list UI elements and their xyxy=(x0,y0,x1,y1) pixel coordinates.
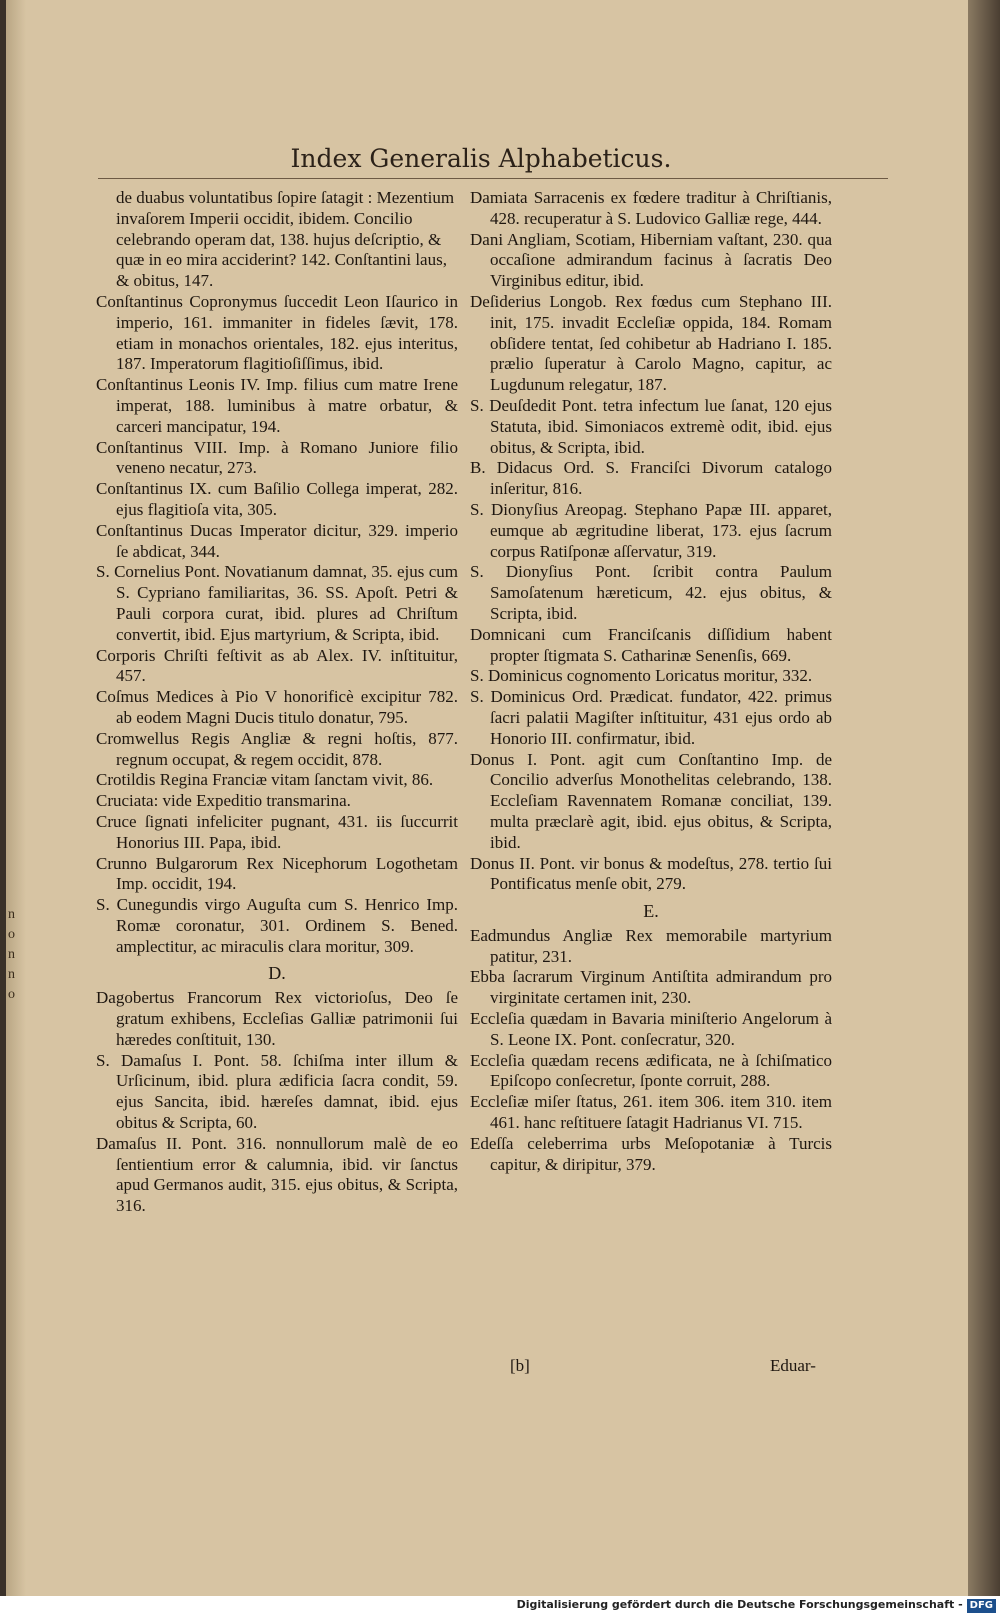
index-entry: Corporis Chriſti feſtivit as ab Alex. IV. inſtituitur, 457. xyxy=(96,645,458,686)
index-entry: Donus II. Pont. vir bonus & modeſtus, 278. tertio ſui Pontificatus menſe obit, 279. xyxy=(470,853,832,894)
index-entry: S. Cornelius Pont. Novatianum damnat, 35. ejus cum S. Cypriano familiaritas, 36. SS. Apoſt. Petri & Pauli corpora curat, ibid. plures ad Chriſtum convertit, ibid. Ejus martyrium, & Scripta, ibid. xyxy=(96,562,458,644)
index-entry: Conſtantinus Leonis IV. Imp. filius cum matre Irene imperat, 188. luminibus à matre orbatur, & carceri mancipatur, 194. xyxy=(96,375,458,436)
header-rule xyxy=(98,178,888,179)
index-entry: Dagobertus Francorum Rex victorioſus, Deo ſe gratum exhibens, Eccleſias Galliæ patrimonii ſui hæredes conſtituit, 130. xyxy=(96,988,458,1049)
index-entry: S. Cunegundis virgo Auguſta cum S. Henrico Imp. Romæ coronatur, 301. Ordinem S. Bened. amplectitur, ac miraculis clara moritur, 309. xyxy=(96,895,458,956)
index-entry: Eccleſiæ miſer ſtatus, 261. item 306. item 310. item 461. hanc reſtituere ſatagit Hadrianus VI. 715. xyxy=(470,1092,832,1133)
margin-fragment: o xyxy=(8,927,15,942)
index-entry: S. Dominicus Ord. Prædicat. fundator, 422. primus ſacri palatii Magiſter inſtituitur, 431 ejus ordo ab Honorio III. confirmatur, ibid. xyxy=(470,687,832,748)
margin-fragment: n xyxy=(8,967,15,982)
index-entry: Conſtantinus VIII. Imp. à Romano Juniore filio veneno necatur, 273. xyxy=(96,437,458,478)
margin-fragments xyxy=(8,905,15,1005)
index-entry: Damaſus II. Pont. 316. nonnullorum malè de eo ſentientium error & calumnia, ibid. vir ſanctus apud Germanos audit, 315. ejus obitus, & Scripta, 316. xyxy=(96,1133,458,1216)
index-entry: Cruciata: vide Expeditio transmarina. xyxy=(96,791,351,811)
index-entry: S. Dominicus cognomento Loricatus moritur, 332. xyxy=(470,666,813,686)
digitization-footer xyxy=(0,1596,1000,1614)
right-column xyxy=(470,188,832,1175)
index-entry: Domnicani cum Franciſcanis diſſidium habent propter ſtigmata S. Catharinæ Senenſis, 669. xyxy=(470,624,832,665)
section-letter: D. xyxy=(268,963,286,984)
footer-text: Digitalisierung gefördert durch die Deutsche Forschungsgemeinschaft - xyxy=(516,1598,963,1611)
signature-mark: [b] xyxy=(510,1356,530,1375)
index-entry: Donus I. Pont. agit cum Conſtantino Imp. de Concilio adverſus Monothelitas celebrando, 138. Eccleſiam Ravennatem Romanæ conciliat, 139. multa præclarè agit, ibid. ejus obitus, & Scripta, ibid. xyxy=(470,749,832,852)
index-entry: Crotildis Regina Franciæ vitam ſanctam vivit, 86. xyxy=(96,770,434,790)
page-edge xyxy=(968,0,1000,1596)
running-header: Index Generalis Alphabeticus. xyxy=(290,144,672,173)
index-entry: Eccleſia quædam recens ædificata, ne à ſchiſmatico Epiſcopo conſecretur, ſponte corruit, 288. xyxy=(470,1050,832,1091)
index-entry: Ebba ſacrarum Virginum Antiſtita admirandum pro virginitate certamen init, 230. xyxy=(470,967,832,1008)
page-gutter xyxy=(6,0,26,1596)
index-entry: Cruce ſignati infeliciter pugnant, 431. iis ſuccurrit Honorius III. Papa, ibid. xyxy=(96,811,458,852)
dfg-logo: DFG xyxy=(967,1599,996,1613)
index-entry: Dani Angliam, Scotiam, Hiberniam vaſtant, 230. qua occaſione admirandum facinus à ſacratis Deo Virginibus editur, ibid. xyxy=(470,229,832,291)
margin-fragment: n xyxy=(8,907,15,922)
index-entry: Damiata Sarracenis ex fœdere traditur à Chriſtianis, 428. recuperatur à S. Ludovico Galliæ rege, 444. xyxy=(470,188,832,228)
index-entry: S. Dionyſius Pont. ſcribit contra Paulum Samoſatenum hæreticum, 42. ejus obitus, & Scripta, ibid. xyxy=(470,562,832,623)
index-entry: Edeſſa celeberrima urbs Meſopotaniæ à Turcis capitur, & diripitur, 379. xyxy=(470,1133,832,1174)
index-entry: S. Damaſus I. Pont. 58. ſchiſma inter illum & Urſicinum, ibid. plura ædificia ſacra condit, 59. ejus Sancita, ibid. hæreſes damnat, ibid. ejus obitus & Scripta, 60. xyxy=(96,1050,458,1133)
left-column xyxy=(96,188,458,1217)
section-letter: E. xyxy=(643,901,659,922)
index-entry: Eccleſia quædam in Bavaria miniſterio Angelorum à S. Leone IX. Pont. conſecratur, 320. xyxy=(470,1009,832,1049)
index-entry: S. Deuſdedit Pont. tetra infectum lue ſanat, 120 ejus Statuta, ibid. Simoniacos extremè odit, ibid. ejus obitus, & Scripta, ibid. xyxy=(470,395,832,457)
index-entry: Coſmus Medices à Pio V honorificè excipitur 782. ab eodem Magni Ducis titulo donatur, 795. xyxy=(96,687,458,727)
index-entry: Eadmundus Angliæ Rex memorabile martyrium patitur, 231. xyxy=(470,925,832,966)
index-entry: Crunno Bulgarorum Rex Nicephorum Logothetam Imp. occidit, 194. xyxy=(96,853,458,894)
index-entry: Conſtantinus Ducas Imperator dicitur, 329. imperio ſe abdicat, 344. xyxy=(96,520,458,561)
margin-fragment: o xyxy=(8,987,15,1002)
index-entry: Conſtantinus Copronymus ſuccedit Leon Iſaurico in imperio, 161. immaniter in fideles ſævit, 178. etiam in monachos orientales, 182. ejus interitus, 187. Imperatorum flagitioſiſſimus, ibid. xyxy=(96,291,458,374)
index-entry: Cromwellus Regis Angliæ & regni hoſtis, 877. regnum occupat, & regem occidit, 878. xyxy=(96,728,458,769)
index-entry: B. Didacus Ord. S. Franciſci Divorum catalogo inſeritur, 816. xyxy=(470,458,832,499)
index-entry: S. Dionyſius Areopag. Stephano Papæ III. apparet, eumque ab ægritudine liberat, 173. ejus ſacrum corpus Ratiſponæ aſſervatur, 319. xyxy=(470,499,832,561)
index-entry: Deſiderius Longob. Rex fœdus cum Stephano III. init, 175. invadit Eccleſiæ oppida, 184. Romam obſidere tentat, ſed cohibetur ab Hadriano I. 185. prælio ſuperatur à Carolo Magno, capitur, ac Lugdunum relegatur, 187. xyxy=(470,291,832,395)
index-entry: de duabus voluntatibus ſopire ſatagit : Mezentium invaſorem Imperii occidit, ibidem. Concilio celebrando operam dat, 138. hujus deſcriptio, & quæ in eo mira acciderint? 142. Conſtantini laus, & obitus, 147. xyxy=(116,188,455,291)
catchword: Eduar- xyxy=(770,1356,816,1375)
index-entry: Conſtantinus IX. cum Baſilio Collega imperat, 282. ejus flagitioſa vita, 305. xyxy=(96,479,458,519)
margin-fragment: n xyxy=(8,947,15,962)
